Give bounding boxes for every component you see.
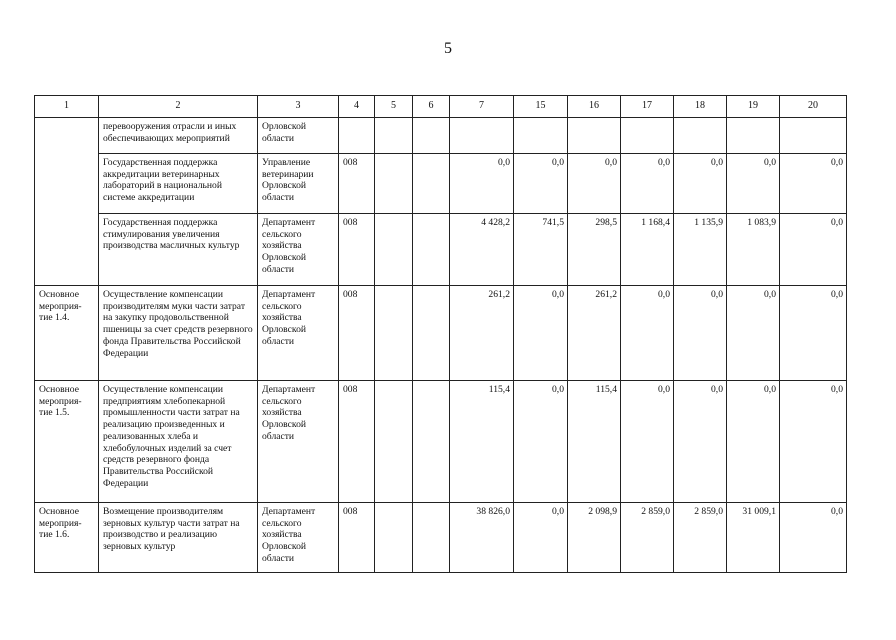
row-executor-cell: Управление ветеринарии Орловской области xyxy=(258,154,339,214)
row-value-cell: 0,0 xyxy=(450,154,514,214)
row-col6-cell xyxy=(413,214,450,286)
column-header: 7 xyxy=(450,96,514,118)
row-value-cell: 0,0 xyxy=(621,381,674,503)
row-value-cell: 0,0 xyxy=(621,154,674,214)
column-header: 4 xyxy=(339,96,375,118)
row-value-cell: 115,4 xyxy=(568,381,621,503)
row-id-cell xyxy=(35,118,99,286)
column-header: 19 xyxy=(727,96,780,118)
table-row xyxy=(35,286,847,381)
row-value-cell xyxy=(621,118,674,154)
row-executor-cell: Департамент сельского хозяйства Орловской области xyxy=(258,286,339,381)
column-header: 1 xyxy=(35,96,99,118)
row-value-cell xyxy=(727,118,780,154)
row-name-cell: Возмещение производителям зерновых культур части затрат на производство и реализацию зерновых культур xyxy=(99,503,258,573)
row-code-cell: 008 xyxy=(339,381,375,503)
row-value-cell: 741,5 xyxy=(514,214,568,286)
row-col6-cell xyxy=(413,286,450,381)
table-row xyxy=(35,118,847,154)
row-value-cell: 0,0 xyxy=(727,154,780,214)
row-executor-cell: Департамент сельского хозяйства Орловской области xyxy=(258,381,339,503)
row-name-cell: перевооружения отрасли и иных обеспечивающих мероприятий xyxy=(99,118,258,154)
row-name-cell: Осуществление компенсации производителям муки части затрат на закупку продовольственной пшеницы за счет средств резервного фонда Правительства Российской Федерации xyxy=(99,286,258,381)
row-value-cell: 0,0 xyxy=(621,286,674,381)
row-col5-cell xyxy=(375,503,413,573)
row-value-cell: 0,0 xyxy=(674,286,727,381)
column-header: 6 xyxy=(413,96,450,118)
row-value-cell: 2 098,9 xyxy=(568,503,621,573)
column-header: 18 xyxy=(674,96,727,118)
row-value-cell: 0,0 xyxy=(514,154,568,214)
row-value-cell: 31 009,1 xyxy=(727,503,780,573)
table-header-row xyxy=(35,96,847,118)
row-value-cell: 1 083,9 xyxy=(727,214,780,286)
row-value-cell: 0,0 xyxy=(674,381,727,503)
row-col5-cell xyxy=(375,118,413,154)
budget-table xyxy=(34,95,847,573)
row-value-cell: 2 859,0 xyxy=(674,503,727,573)
row-value-cell: 0,0 xyxy=(780,214,847,286)
row-value-cell: 1 168,4 xyxy=(621,214,674,286)
row-value-cell xyxy=(450,118,514,154)
row-col5-cell xyxy=(375,381,413,503)
row-value-cell: 2 859,0 xyxy=(621,503,674,573)
row-value-cell xyxy=(514,118,568,154)
row-value-cell: 115,4 xyxy=(450,381,514,503)
row-value-cell: 0,0 xyxy=(780,154,847,214)
row-value-cell: 0,0 xyxy=(568,154,621,214)
row-name-cell: Государственная поддержка аккредитации ветеринарных лабораторий в национальной системе аккредитации xyxy=(99,154,258,214)
row-value-cell xyxy=(674,118,727,154)
row-value-cell xyxy=(780,118,847,154)
row-col5-cell xyxy=(375,214,413,286)
row-value-cell: 261,2 xyxy=(568,286,621,381)
row-value-cell: 0,0 xyxy=(780,503,847,573)
row-value-cell: 298,5 xyxy=(568,214,621,286)
row-code-cell: 008 xyxy=(339,503,375,573)
row-executor-cell: Департамент сельского хозяйства Орловской области xyxy=(258,503,339,573)
row-code-cell: 008 xyxy=(339,154,375,214)
row-value-cell: 1 135,9 xyxy=(674,214,727,286)
row-col5-cell xyxy=(375,154,413,214)
row-value-cell: 0,0 xyxy=(727,381,780,503)
table-row xyxy=(35,381,847,503)
row-value-cell: 0,0 xyxy=(514,286,568,381)
row-col5-cell xyxy=(375,286,413,381)
row-value-cell: 261,2 xyxy=(450,286,514,381)
row-col6-cell xyxy=(413,503,450,573)
row-value-cell: 4 428,2 xyxy=(450,214,514,286)
row-value-cell: 0,0 xyxy=(727,286,780,381)
row-executor-cell: Департамент сельского хозяйства Орловской области xyxy=(258,214,339,286)
table-row xyxy=(35,154,847,214)
column-header: 20 xyxy=(780,96,847,118)
column-header: 2 xyxy=(99,96,258,118)
row-value-cell: 0,0 xyxy=(514,381,568,503)
table-row xyxy=(35,503,847,573)
page-number: 5 xyxy=(444,40,452,57)
row-value-cell: 0,0 xyxy=(780,286,847,381)
row-code-cell: 008 xyxy=(339,286,375,381)
row-col6-cell xyxy=(413,381,450,503)
row-id-cell: Основное мероприя- тие 1.4. xyxy=(35,286,99,381)
row-value-cell: 0,0 xyxy=(674,154,727,214)
row-executor-cell: Орловской области xyxy=(258,118,339,154)
table-body xyxy=(35,118,847,573)
row-code-cell xyxy=(339,118,375,154)
row-id-cell: Основное мероприя- тие 1.5. xyxy=(35,381,99,503)
row-value-cell: 0,0 xyxy=(514,503,568,573)
row-id-cell: Основное мероприя- тие 1.6. xyxy=(35,503,99,573)
row-value-cell: 0,0 xyxy=(780,381,847,503)
column-header: 5 xyxy=(375,96,413,118)
row-code-cell: 008 xyxy=(339,214,375,286)
column-header: 16 xyxy=(568,96,621,118)
column-header: 15 xyxy=(514,96,568,118)
table-row xyxy=(35,214,847,286)
row-col6-cell xyxy=(413,118,450,154)
row-value-cell xyxy=(568,118,621,154)
row-name-cell: Государственная поддержка стимулирования увеличения производства масличных культур xyxy=(99,214,258,286)
row-col6-cell xyxy=(413,154,450,214)
column-header: 3 xyxy=(258,96,339,118)
row-name-cell: Осуществление компенсации предприятиям хлебопекарной промышленности части затрат на реализацию произведенных и реализованных хлеба и хлебобулочных изделий за счет средств резервного фонда Правительства Российской Федерации xyxy=(99,381,258,503)
row-value-cell: 38 826,0 xyxy=(450,503,514,573)
column-header: 17 xyxy=(621,96,674,118)
